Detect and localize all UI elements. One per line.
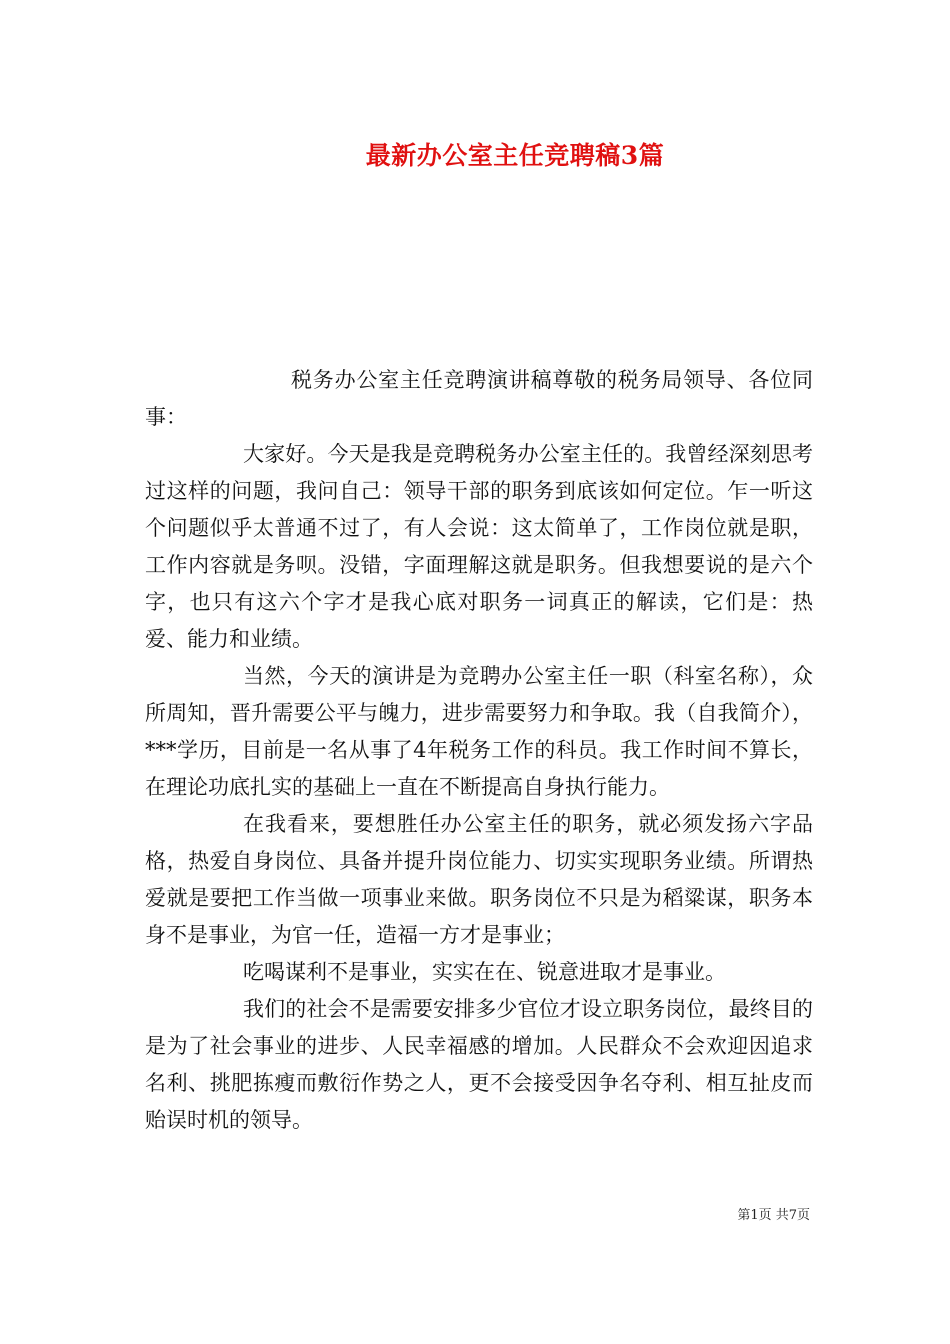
paragraph-intro: 税务办公室主任竞聘演讲稿尊敬的税务局领导、各位同事： — [145, 368, 813, 429]
paragraph-career: 吃喝谋利不是事业，实实在在、锐意进取才是事业。 — [243, 960, 726, 984]
paragraph-greeting: 大家好。今天是我是竞聘税务办公室主任的。我曾经深刻思考过这样的问题，我问自己：领导干部的职务到底该如何定位。乍一听这个问题似乎太普通不过了，有人会说：这太简单了，工作岗位就是职，工作内容就是务呗。没错，字面理解这就是职务。但我想要说的是六个字，也只有这六个字才是我心底对职务一词真正的解读，它们是：热爱、能力和业绩。 — [145, 442, 813, 651]
paragraph-six-characters: 在我看来，要想胜任办公室主任的职务，就必须发扬六字品格，热爱自身岗位、具备并提升岗位能力、切实实现职务业绩。所谓热爱就是要把工作当做一项事业来做。职务岗位不只是为稻粱谋，职务本身不是事业，为官一任，造福一方才是事业； — [145, 812, 813, 947]
paragraph-society: 我们的社会不是需要安排多少官位才设立职务岗位，最终目的是为了社会事业的进步、人民幸福感的增加。人民群众不会欢迎因追求名利、挑肥拣瘦而敷衍作势之人，更不会接受因争名夺利、相互扯皮而贻误时机的领导。 — [145, 997, 813, 1132]
page-number-footer: 第1页 共7页 — [737, 1208, 810, 1223]
paragraph-self-introduction: 当然，今天的演讲是为竞聘办公室主任一职（科室名称），众所周知，晋升需要公平与魄力，进步需要努力和争取。我（自我简介），***学历，目前是一名从事了4年税务工作的科员。我工作时间不算长，在理论功底扎实的基础上一直在不断提高自身执行能力。 — [145, 664, 813, 799]
document-body — [145, 362, 813, 1139]
document-title: 最新办公室主任竞聘稿3篇 — [365, 141, 665, 170]
